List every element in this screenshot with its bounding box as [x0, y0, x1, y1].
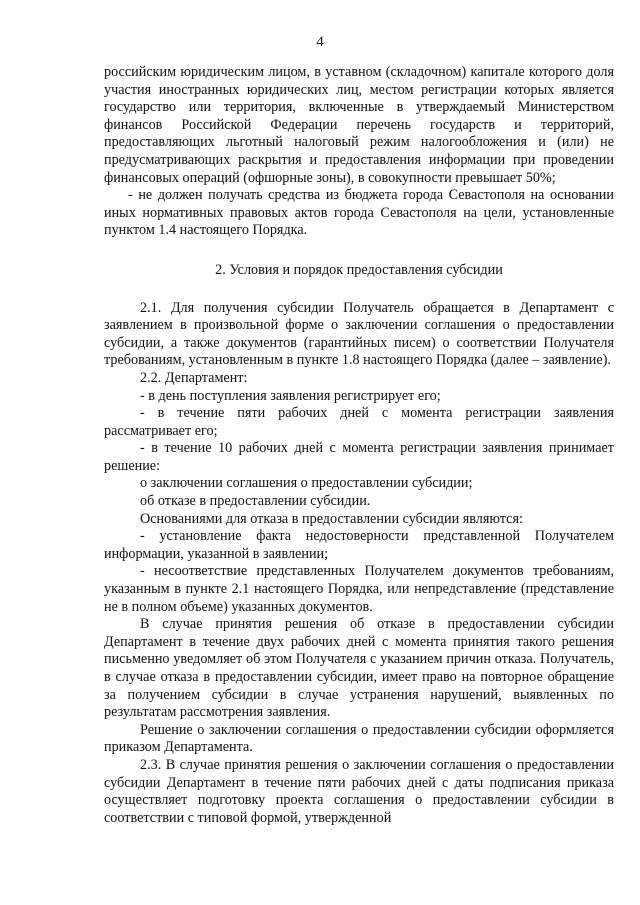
- section-heading: 2. Условия и порядок предоставления субсидии: [215, 261, 503, 278]
- paragraph: российским юридическим лицом, в уставном (складочном) капитале которого доля участия иностранных юридических лиц, местом регистрации которых является государство или территория, включенные в утверждаемый Министерством финансов Российской Федерации перечень государств и территорий, предоставляющих льготный налоговый режим налогообложения и (или) не предусматривающих раскрытия и предоставления информации при проведении финансовых операций (офшорные зоны), в совокупности превышает 50%;: [104, 64, 614, 186]
- list-item: - в день поступления заявления регистрирует его;: [140, 387, 441, 404]
- list-item: о заключении соглашения о предоставлении субсидии;: [140, 475, 473, 492]
- paragraph: 2.1. Для получения субсидии Получатель обращается в Департамент с заявлением в произвольной форме о заключении соглашения о предоставлении субсидии, а также документов (гарантийных писем) о соответствии Получателя требованиям, установленным в пункте 1.8 настоящего Порядка (далее – заявление).: [104, 299, 614, 369]
- list-item: об отказе в предоставлении субсидии.: [140, 493, 371, 510]
- list-item: - в течение 10 рабочих дней с момента регистрации заявления принимает решение:: [104, 440, 614, 474]
- page-number: 4: [316, 34, 324, 50]
- paragraph: 2.3. В случае принятия решения о заключении соглашения о предоставлении субсидии Департамент в течение пяти рабочих дней с даты подписания приказа осуществляет подготовку проекта соглашения о предоставлении субсидии в соответствии с типовой формой, утвержденной: [104, 756, 614, 826]
- paragraph: Решение о заключении соглашения о предоставлении субсидии оформляется приказом Департамента.: [104, 721, 614, 756]
- paragraph: Основаниями для отказа в предоставлении субсидии являются:: [140, 510, 523, 527]
- list-item: - в течение пяти рабочих дней с момента регистрации заявления рассматривает его;: [104, 405, 614, 439]
- paragraph: 2.2. Департамент:: [140, 369, 248, 386]
- list-item: - несоответствие представленных Получателем документов требованиям, указанным в пункте 2.1 настоящего Порядка, или непредставление (представление не в полном объеме) указанных документов.: [104, 563, 614, 615]
- document-body: [104, 64, 614, 827]
- list-item: - установление факта недостоверности представленной Получателем информации, указанной в заявлении;: [104, 528, 614, 562]
- paragraph: - не должен получать средства из бюджета города Севастополя на основании иных нормативных правовых актов города Севастополя на цели, установленные пунктом 1.4 настоящего Порядка.: [104, 187, 614, 239]
- paragraph: В случае принятия решения об отказе в предоставлении субсидии Департамент в течение двух рабочих дней с момента принятия такого решения письменно уведомляет об этом Получателя с указанием причин отказа. Получатель, в случае отказа в предоставлении субсидии, имеет право на повторное обращение за получением субсидии в случае устранения нарушений, выявленных по результатам рассмотрения заявления.: [104, 616, 614, 721]
